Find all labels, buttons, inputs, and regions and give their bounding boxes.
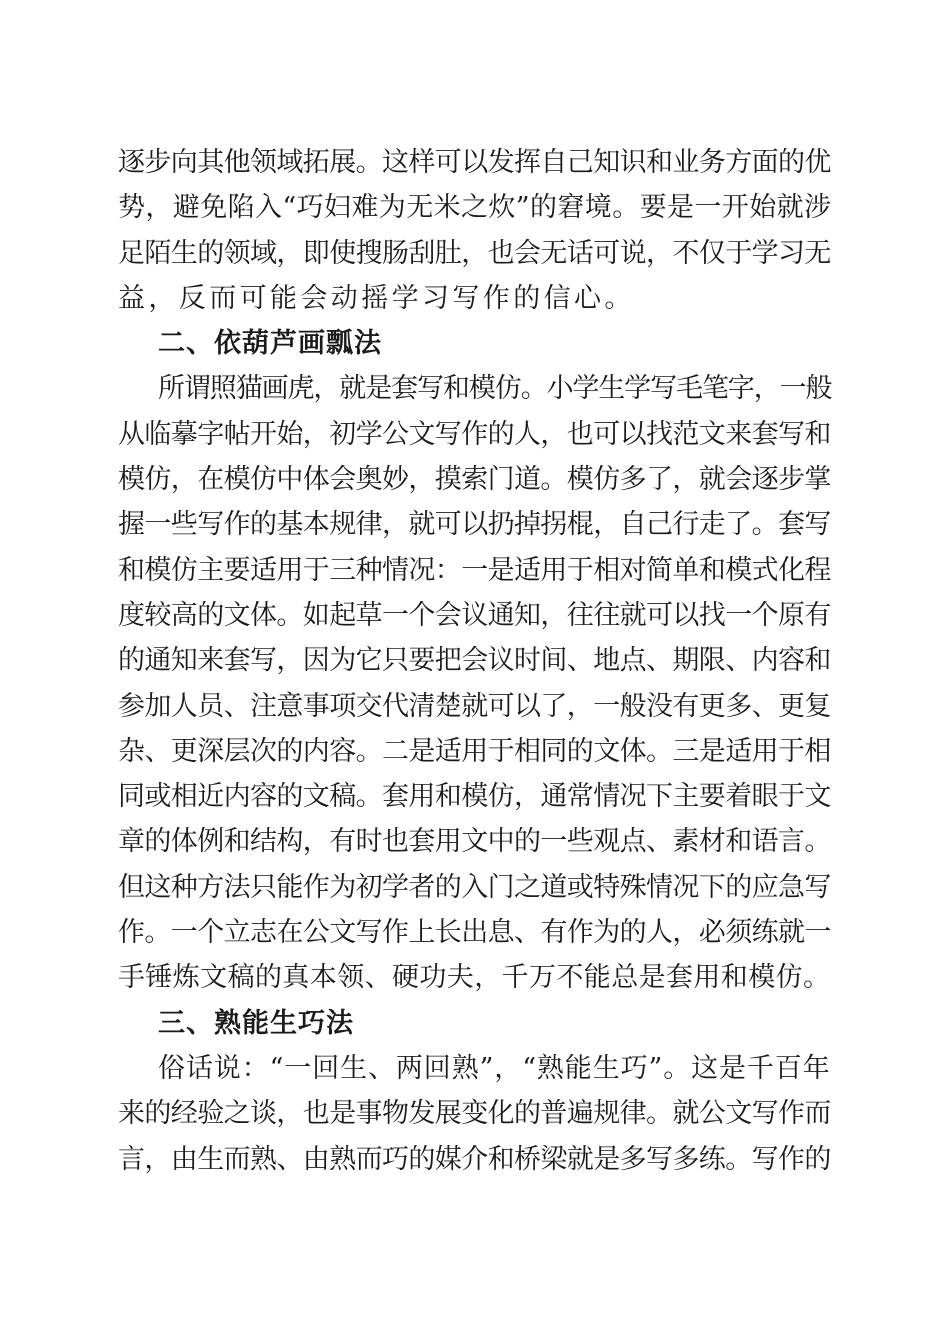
paragraph-line: 作。一个立志在公文写作上长出息、有作为的人，必须练就一 [118, 917, 831, 949]
document-body [118, 140, 832, 1182]
paragraph-line: 章的体例和结构，有时也套用文中的一些观点、素材和语言。 [118, 826, 831, 858]
paragraph-line: 度较高的文体。如起草一个会议通知，往往就可以找一个原有 [118, 599, 831, 631]
paragraph-line: 言，由生而熟、由熟而巧的媒介和桥梁就是多写多练。写作的 [118, 1143, 831, 1175]
paragraph-line: 益，反而可能会动摇学习写作的信心。 [118, 282, 635, 314]
paragraph-line: 俗话说：“一回生、两回熟”，“熟能生巧”。这是千百年 [158, 1052, 831, 1084]
paragraph-line: 模仿，在模仿中体会奥妙，摸索门道。模仿多了，就会逐步掌 [118, 464, 831, 496]
paragraph-line: 握一些写作的基本规律，就可以扔掉拐棍，自己行走了。套写 [118, 509, 831, 541]
paragraph-line: 来的经验之谈，也是事物发展变化的普遍规律。就公文写作而 [118, 1098, 831, 1130]
paragraph-line: 逐步向其他领域拓展。这样可以发挥自己知识和业务方面的优 [118, 147, 831, 178]
section-heading-3: 三、熟能生巧法 [158, 1007, 354, 1039]
paragraph-line: 手锤炼文稿的真本领、硬功夫，千万不能总是套用和模仿。 [118, 962, 831, 994]
section-heading-2: 二、依葫芦画瓢法 [158, 328, 382, 360]
paragraph-line: 的通知来套写，因为它只要把会议时间、地点、期限、内容和 [118, 645, 831, 677]
paragraph-line: 杂、更深层次的内容。二是适用于相同的文体。三是适用于相 [118, 735, 831, 767]
paragraph-line: 所谓照猫画虎，就是套写和模仿。小学生学写毛笔字，一般 [158, 373, 832, 405]
paragraph-line: 同或相近内容的文稿。套用和模仿，通常情况下主要着眼于文 [118, 781, 831, 813]
paragraph-line: 足陌生的领域，即使搜肠刮肚，也会无话可说，不仅于学习无 [118, 237, 831, 269]
paragraph-line: 从临摹字帖开始，初学公文写作的人，也可以找范文来套写和 [118, 418, 831, 450]
paragraph-line: 参加人员、注意事项交代清楚就可以了，一般没有更多、更复 [118, 690, 831, 722]
paragraph-line: 但这种方法只能作为初学者的入门之道或特殊情况下的应急写 [118, 871, 831, 903]
paragraph-line: 和模仿主要适用于三种情况：一是适用于相对简单和模式化程 [118, 554, 831, 586]
paragraph-line: 势，避免陷入“巧妇难为无米之炊”的窘境。要是一开始就涉 [118, 192, 832, 224]
